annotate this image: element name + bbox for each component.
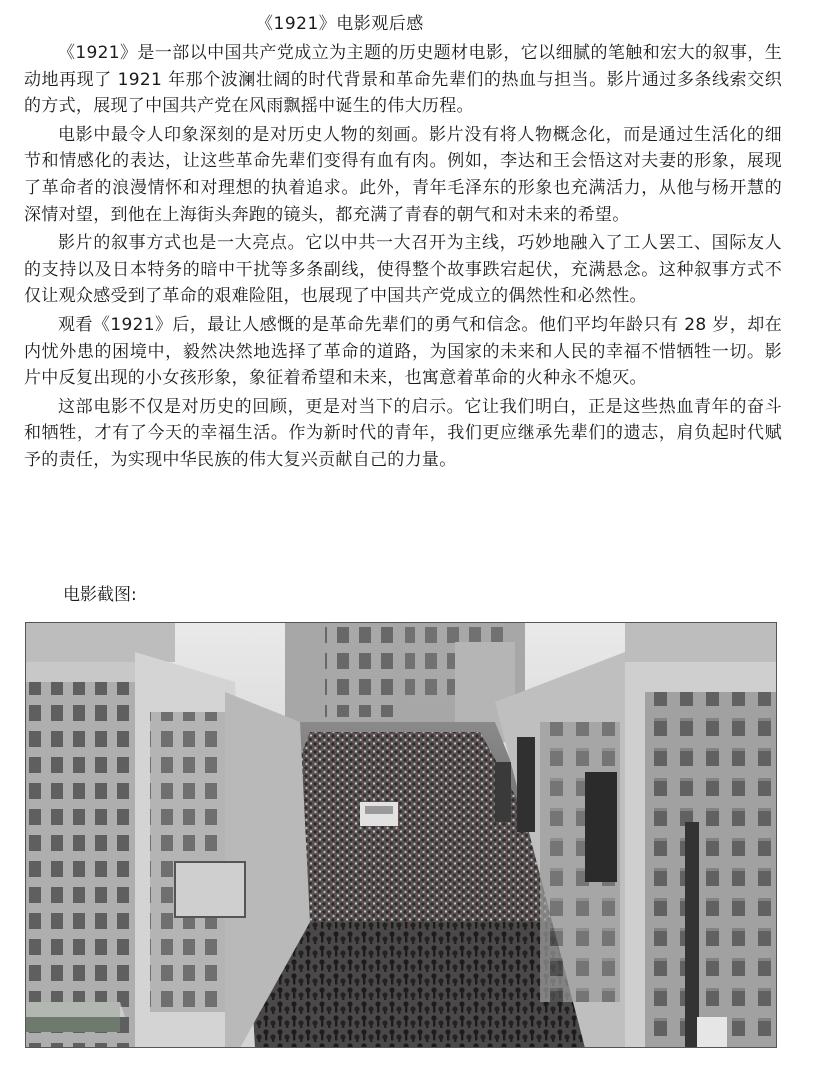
paragraph-3: 影片的叙事方式也是一大亮点。它以中共一大召开为主线，巧妙地融入了工人罢工、国际友人的支持以及日本特务的暗中干扰等多条副线，使得整个故事跌宕起伏，充满悬念。这种叙事方式不仅让观众感受到了革命的艰难险阻，也展现了中国共产党成立的偶然性和必然性。 [24,233,782,307]
article [24,12,782,476]
paragraph-5: 这部电影不仅是对历史的回顾，更是对当下的启示。它让我们明白，正是这些热血青年的奋斗和牺牲，才有了今天的幸福生活。作为新时代的青年，我们更应继承先辈们的遗志，肩负起时代赋予的责任，为实现中华民族的伟大复兴贡献自己的力量。 [24,396,782,470]
paragraph-1: 《1921》是一部以中国共产党成立为主题的历史题材电影，它以细腻的笔触和宏大的叙事，生动地再现了 1921 年那个波澜壮阔的时代背景和革命先辈们的热血与担当。影片通过多条线索交织的方式，展现了中国共产党在风雨飘摇中诞生的伟大历程。 [24,43,782,117]
screenshot-caption: 电影截图: [63,585,137,605]
movie-still-image [25,622,777,1048]
article-title: 《1921》电影观后感 [256,14,424,34]
paragraph-2: 电影中最令人印象深刻的是对历史人物的刻画。影片没有将人物概念化，而是通过生活化的细节和情感化的表达，让这些革命先辈们变得有血有肉。例如，李达和王会悟这对夫妻的形象，展现了革命者的浪漫情怀和对理想的执着追求。此外，青年毛泽东的形象也充满活力，从他与杨开慧的深情对望，到他在上海街头奔跑的镜头，都充满了青春的朝气和对未来的希望。 [24,124,782,225]
paragraph-4: 观看《1921》后，最让人感慨的是革命先辈们的勇气和信念。他们平均年龄只有 28 岁，却在内忧外患的困境中，毅然决然地选择了革命的道路，为国家的未来和人民的幸福不惜牺牲一切。影片中反复出现的小女孩形象，象征着希望和未来，也寓意着革命的火种永不熄灭。 [24,314,782,389]
movie-still-illustration [25,622,777,1048]
